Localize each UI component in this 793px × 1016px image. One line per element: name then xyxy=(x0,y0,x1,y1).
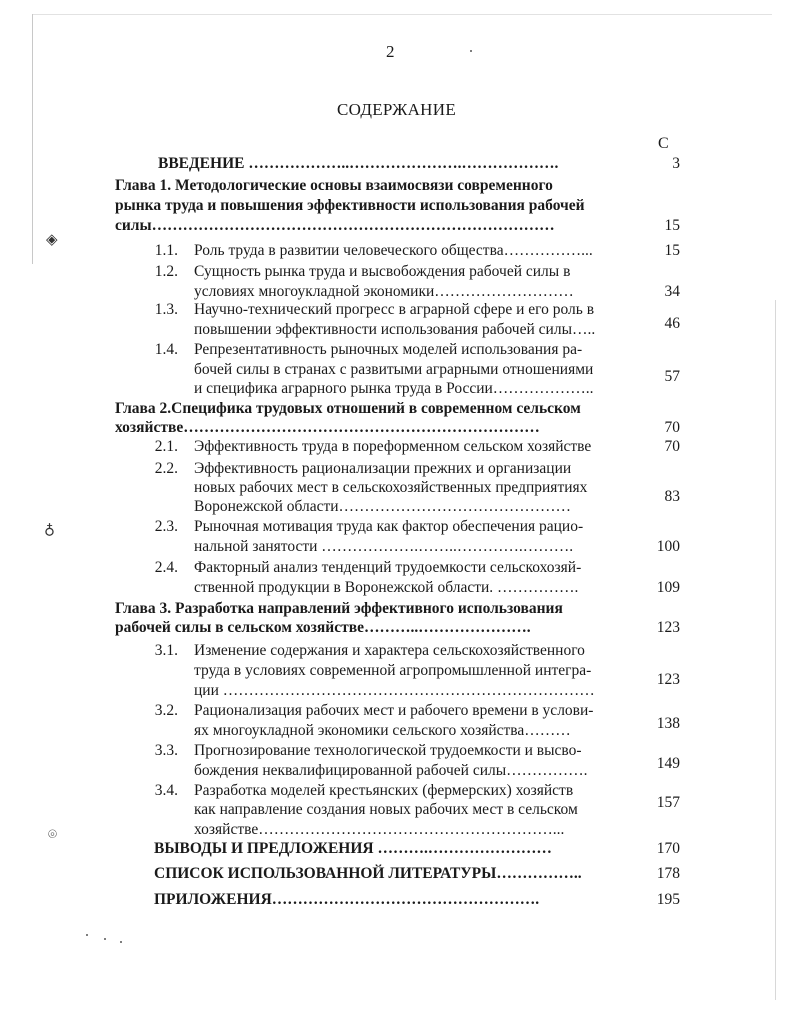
toc-section-line: ях многоукладной экономики сельского хозяйства……… xyxy=(194,722,571,739)
toc-section-number: 1.3. xyxy=(154,301,178,318)
toc-chapter-1-page: 15 xyxy=(664,217,680,234)
toc-section-page: 109 xyxy=(656,579,680,596)
scan-speck xyxy=(86,934,88,936)
toc-section-line: Эффективность рационализации прежних и организации xyxy=(194,460,572,477)
toc-section-page: 34 xyxy=(664,283,680,300)
toc-section-number: 2.1. xyxy=(154,438,178,455)
toc-section-line: Научно-технический прогресс в аграрной сфере и его роль в xyxy=(194,301,595,318)
toc-chapter-3-page: 123 xyxy=(656,619,680,636)
toc-section-page: 149 xyxy=(656,755,680,772)
toc-section-line: Рыночная мотивация труда как фактор обеспечения рацио- xyxy=(194,518,584,535)
toc-chapter-2-page: 70 xyxy=(664,419,680,436)
toc-chapter-3-line: Глава 3. Разработка направлений эффективного использования xyxy=(115,600,563,617)
toc-section-line: ции ……………………………………………………………… xyxy=(194,682,595,699)
toc-conclusions-page: 170 xyxy=(656,840,680,857)
toc-chapter-2-line: Глава 2.Специфика трудовых отношений в современном сельском xyxy=(115,400,581,417)
toc-chapter-1-line: рынка труда и повышения эффективности использования рабочей xyxy=(115,197,585,214)
toc-section-line: Разработка моделей крестьянских (фермерских) хозяйств xyxy=(194,782,574,799)
toc-section-line: труда в условиях современной агропромышленной интегра- xyxy=(194,662,592,679)
scan-speck xyxy=(104,938,106,940)
toc-section-number: 2.3. xyxy=(154,518,178,535)
toc-section-line: Факторный анализ тенденций трудоемкости сельскохозяй- xyxy=(194,559,582,576)
toc-section-line: Рационализация рабочих мест и рабочего времени в услови- xyxy=(194,702,594,719)
toc-intro: ВВЕДЕНИЕ ………………..………………….………………. xyxy=(158,155,559,172)
scan-edge-right xyxy=(775,300,776,1000)
toc-section-line: Сущность рынка труда и высвобождения рабочей силы в xyxy=(194,263,571,280)
toc-section-line: Эффективность труда в пореформенном сельском хозяйстве xyxy=(194,438,592,455)
toc-section-number: 1.1. xyxy=(154,242,178,259)
toc-section-line: новых рабочих мест в сельскохозяйственных предприятиях xyxy=(194,479,588,496)
page-column-header: С xyxy=(658,135,669,152)
toc-references: СПИСОК ИСПОЛЬЗОВАННОЙ ЛИТЕРАТУРЫ…………….. xyxy=(154,865,582,882)
toc-section-page: 138 xyxy=(656,715,680,732)
binding-hole-mark-icon: ⌾ xyxy=(48,827,58,843)
toc-section-line: и специфика аграрного рынка труда в России……………….. xyxy=(194,380,594,397)
toc-section-line: хозяйстве…………………………………………………... xyxy=(194,821,565,838)
toc-section-page: 123 xyxy=(656,671,680,688)
toc-section-line: Воронежской области……………………………………… xyxy=(194,498,572,515)
toc-references-page: 178 xyxy=(656,865,680,882)
toc-section-line: бождения неквалифицированной рабочей силы……………. xyxy=(194,762,588,779)
toc-appendices-page: 195 xyxy=(656,891,680,908)
toc-chapter-1-line: Глава 1. Методологические основы взаимосвязи современного xyxy=(115,177,553,194)
toc-section-number: 3.2. xyxy=(154,702,178,719)
toc-chapter-3-line: рабочей силы в сельском хозяйстве………..…………………. xyxy=(115,619,531,636)
toc-section-line: нальной занятости ……………….……..………….………. xyxy=(194,538,574,555)
toc-section-number: 2.2. xyxy=(154,460,178,477)
toc-section-line: Изменение содержания и характера сельскохозяйственного xyxy=(194,642,585,659)
toc-section-page: 83 xyxy=(664,488,680,505)
binding-hole-mark-icon: ◈ xyxy=(46,232,58,248)
toc-section-line: как направление создания новых рабочих мест в сельском xyxy=(194,801,578,818)
toc-section-page: 70 xyxy=(664,438,680,455)
toc-conclusions: ВЫВОДЫ И ПРЕДЛОЖЕНИЯ ……….…………………… xyxy=(154,840,552,857)
toc-section-number: 3.3. xyxy=(154,742,178,759)
toc-section-line: повышении эффективности использования рабочей силы….. xyxy=(194,321,596,338)
toc-section-line: ственной продукции в Воронежской области. ……………. xyxy=(194,579,579,596)
toc-section-page: 15 xyxy=(664,242,680,259)
scan-edge-top xyxy=(32,14,772,15)
toc-chapter-2-line: хозяйстве…………………………………………………………… xyxy=(115,419,540,436)
toc-section-line: Репрезентативность рыночных моделей использования ра- xyxy=(194,341,583,358)
toc-section-number: 3.4. xyxy=(154,782,178,799)
toc-section-page: 46 xyxy=(664,315,680,332)
toc-section-number: 1.4. xyxy=(154,341,178,358)
toc-chapter-1-line: силы…………………………………………………………………… xyxy=(115,217,555,234)
toc-appendices: ПРИЛОЖЕНИЯ……………………………………………. xyxy=(154,891,540,908)
toc-section-page: 57 xyxy=(664,368,680,385)
toc-intro-page: 3 xyxy=(672,155,680,172)
toc-section-number: 1.2. xyxy=(154,263,178,280)
toc-section-number: 2.4. xyxy=(154,559,178,576)
toc-section-page: 100 xyxy=(656,538,680,555)
toc-section-line: условиях многоукладной экономики……………………… xyxy=(194,283,574,300)
scan-edge-left xyxy=(32,14,33,264)
toc-section-page: 157 xyxy=(656,794,680,811)
page-number: 2 xyxy=(386,42,395,61)
binding-hole-mark-icon: ♁ xyxy=(44,522,55,538)
scan-speck xyxy=(470,50,472,52)
scan-speck xyxy=(120,941,122,943)
toc-section-line: Роль труда в развитии человеческого общества……………... xyxy=(194,242,593,259)
toc-section-line: бочей силы в странах с развитыми аграрными отношениями xyxy=(194,361,594,378)
toc-section-line: Прогнозирование технологической трудоемкости и высво- xyxy=(194,742,582,759)
page-title: СОДЕРЖАНИЕ xyxy=(336,100,457,119)
toc-section-number: 3.1. xyxy=(154,642,178,659)
